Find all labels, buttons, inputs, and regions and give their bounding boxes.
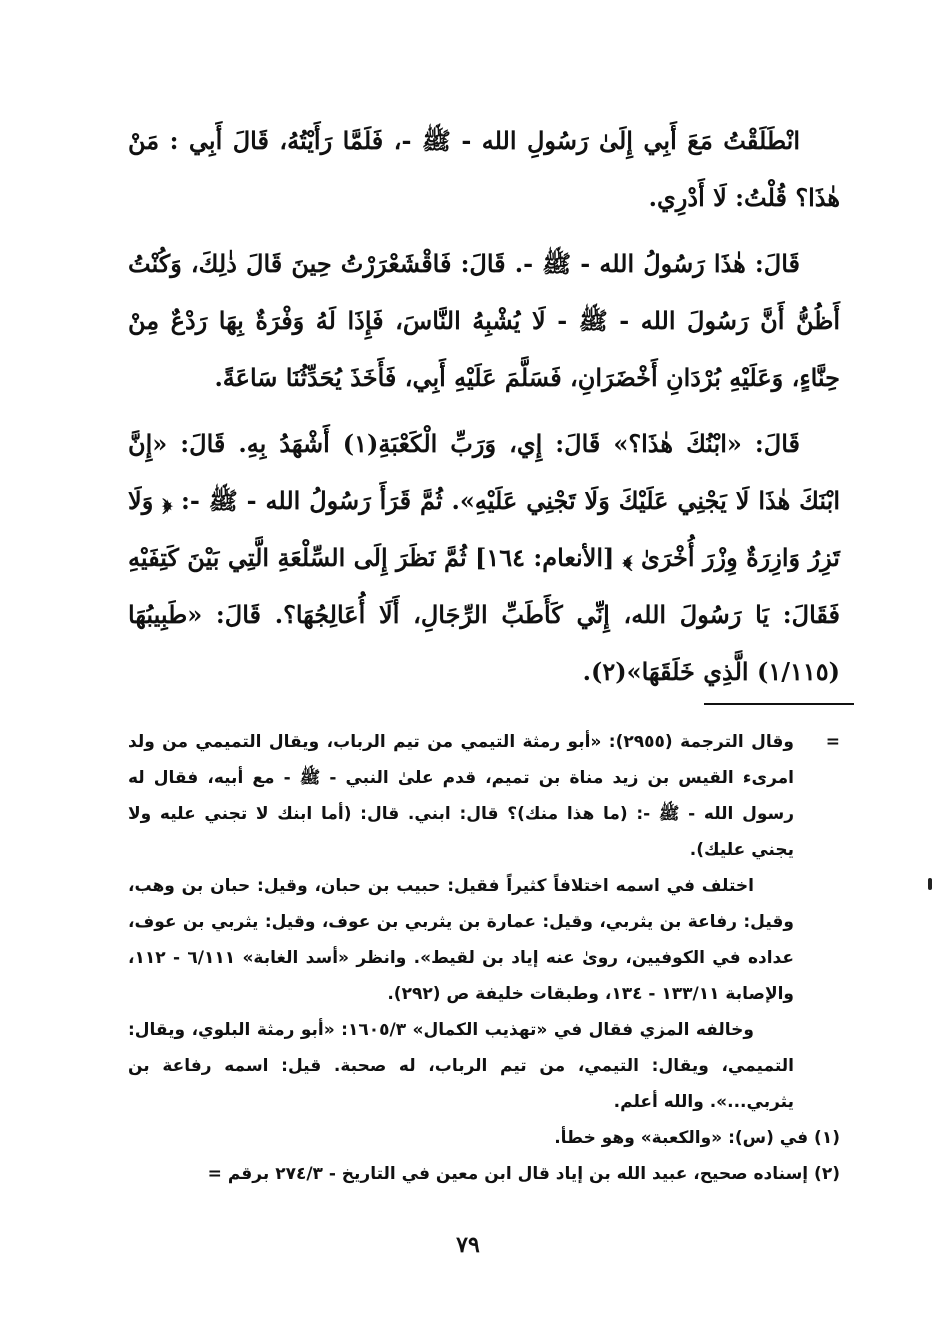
footnote-continuation xyxy=(128,724,840,868)
paragraph-1-text: انْطَلَقْتُ مَعَ أَبِي إِلَىٰ رَسُولِ الله - ﷺ -، فَلَمَّا رَأَيْتُهُ، قَالَ أَبِي : مَنْ هٰذَا؟ قُلْتُ: لَا أَدْرِي. xyxy=(128,126,840,212)
footnote-1: (١) في (س): «والكعبة» وهو خطأ. xyxy=(554,1128,840,1148)
paragraph-3 xyxy=(128,415,840,700)
paragraph-2 xyxy=(128,235,840,406)
main-text xyxy=(128,112,840,709)
footnote-paragraph-2-text: وخالفه المزي فقال في «تهذيب الكمال» ١٦٠٥/٣: «أبو رمثة البلوي، ويقال: التميمي، ويقال: التيمي، من تيم الرباب، له صحبة. قيل: اسمه رفاعة بن يثربي...». والله أعلم. xyxy=(128,1020,794,1112)
footnote-paragraph-2 xyxy=(128,1012,840,1120)
footnote-2: (٢) إسناده صحيح، عبيد الله بن إياد قال ابن معين في التاريخ - ٢٧٤/٣ برقم = xyxy=(207,1164,840,1184)
scan-speck xyxy=(928,878,932,890)
paragraph-1 xyxy=(128,112,840,226)
continuation-mark: = xyxy=(825,732,840,752)
footnotes xyxy=(128,724,840,1192)
footnote-paragraph-1 xyxy=(128,868,840,1012)
paragraph-2-text: قَالَ: هٰذَا رَسُولُ الله - ﷺ -. قَالَ: فَاقْشَعْرَرْتُ حِينَ قَالَ ذٰلِكَ، وَكُنْتُ أَظُنُّ أَنَّ رَسُولَ الله - ﷺ - لَا يُشْبِهُ النَّاسَ، فَإِذَا لَهُ وَفْرَةٌ بِهَا رَدْعٌ مِنْ حِنَّاءٍ، وَعَلَيْهِ بُرْدَانِ أَخْضَرَانِ، فَسَلَّمَ عَلَيْهِ أَبِي، فَأَخَذَ يُحَدِّثُنَا سَاعَةً. xyxy=(128,249,840,392)
paragraph-3-text: قَالَ: «ابْنُكَ هٰذَا؟» قَالَ: إِي، وَرَبِّ الْكَعْبَةِ(١) أَشْهَدُ بِهِ. قَالَ: «إِنَّ ابْنَكَ هٰذَا لَا يَجْنِي عَلَيْكَ وَلَا تَجْنِي عَلَيْهِ». ثُمَّ قَرَأَ رَسُولُ الله - ﷺ -: ﴿ وَلَا تَزِرُ وَازِرَةٌ وِزْرَ أُخْرَىٰ ﴾ [الأنعام: ١٦٤] ثُمَّ نَظَرَ إِلَى السِّلْعَةِ الَّتِي بَيْنَ كَتِفَيْهِ فَقَالَ: يَا رَسُولَ الله، إِنِّي كَأَطَبِّ الرِّجَالِ، أَلَا أُعَالِجُهَا؟. قَالَ: «طَبِيبُهَا (١/١١٥) الَّذِي خَلَقَهَا»(٢). xyxy=(128,429,840,686)
page-number: ٧٩ xyxy=(456,1232,480,1258)
footnote-continuation-text: وقال الترجمة (٢٩٥٥): «أبو رمثة التيمي من تيم الرباب، ويقال التميمي من ولد امرىء القيس بن زيد مناة بن تميم، قدم علىٰ النبي - ﷺ - مع أبيه، فقال له رسول الله - ﷺ -: (ما هذا منك)؟ قال: ابني. قال: (أما ابنك لا تجني عليه ولا يجني عليك). xyxy=(128,732,795,860)
footnote-paragraph-1-text: اختلف في اسمه اختلافاً كثيراً فقيل: حبيب بن حبان، وقيل: حبان بن وهب، وقيل: رفاعة بن يثربي، وقيل: عمارة بن يثربي بن عوف، وقيل: يثربي بن عوف، عداده في الكوفيين، روىٰ عنه إياد بن لقيط». وانظر «أسد الغابة» ٦/١١١ - ١١٢، والإصابة ١٣٣/١١ - ١٣٤، وطبقات خليفة ص (٢٩٢). xyxy=(128,876,794,1004)
footnote-separator xyxy=(704,703,854,705)
